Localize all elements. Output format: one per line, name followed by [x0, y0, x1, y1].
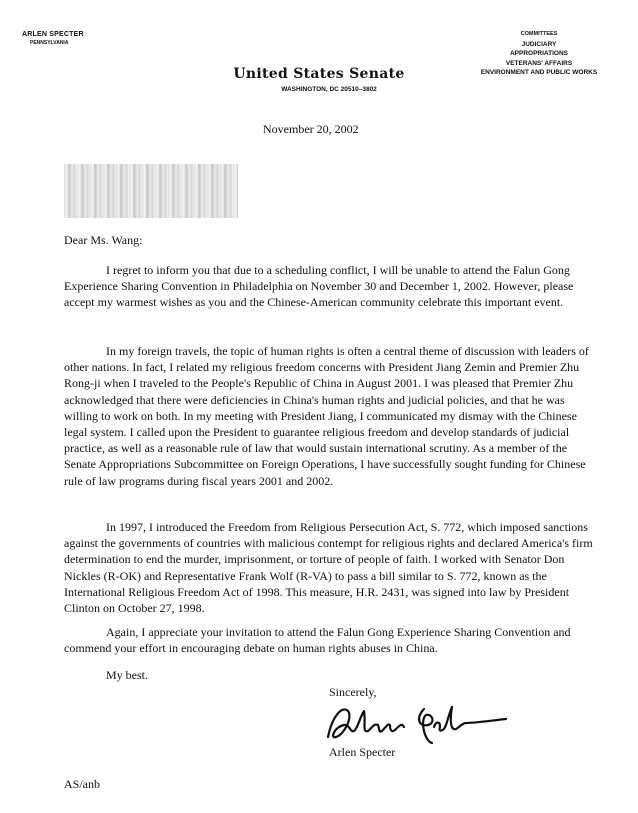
body-paragraph-1: I regret to inform you that due to a scheduling conflict, I will be unable to attend the Falun Gong Experience Sharing Convention in Philadelphia on November 30 and December 1, 2002. However, please accept my warmest wishes as you and the Chinese-American community celebrate this important event. — [64, 263, 574, 310]
closing-my-best: My best. — [106, 668, 148, 682]
body-paragraph-2: In my foreign travels, the topic of human rights is often a central theme of discussion with leaders of other nations. In fact, I related my religious freedom concerns with President Jiang Zemin and Premier Zhu Rong-ji when I traveled to the People's Republic of China in August 2001. I was pleased that Premier Zhu acknowledged that there were deficiencies in China's human rights and judicial policies, and that he was willing to work on both. In my meeting with President Jiang, I communicated my dismay with the Chinese legal system. I called upon the President to guarantee religious freedom and develop standards of judicial practice, as well as a reasonable rule of law that would sustain international scrutiny. As a member of the Senate Appropriations Subcommittee on Foreign Operations, I have successfully sought funding for Chinese rule of law programs during fiscal years 2001 and 2002. — [64, 344, 589, 488]
closing-sincerely: Sincerely, — [329, 685, 377, 699]
sender-state: PENNSYLVANIA — [30, 40, 69, 46]
sender-block — [22, 30, 84, 48]
letterhead-title: United States Senate — [233, 66, 405, 82]
body-paragraph-3: In 1997, I introduced the Freedom from Religious Persecution Act, S. 772, which imposed sanctions against the governments of countries with malicious contempt for religious rights and declared America's firm determination to end the murder, imprisonment, or torture of people of faith. I worked with Senator Don Nickles (R-OK) and Representative Frank Wolf (R-VA) to pass a bill similar to S. 772, known as the International Religious Freedom Act of 1998. This measure, H.R. 2431, was signed into law by President Clinton on October 27, 1998. — [64, 520, 593, 616]
committee-item: APPROPRIATIONS — [509, 50, 569, 57]
redacted-recipient-address — [64, 164, 238, 218]
letter-date: November 20, 2002 — [263, 122, 359, 136]
signatory-name: Arlen Specter — [329, 745, 396, 759]
committee-item: VETERANS' AFFAIRS — [505, 59, 573, 67]
committees-heading: COMMITTEES — [520, 31, 558, 37]
sender-name: ARLEN SPECTER — [22, 31, 84, 38]
committee-item: ENVIRONMENT AND PUBLIC WORKS — [480, 69, 598, 76]
letterhead-address: WASHINGTON, DC 20510–3802 — [281, 86, 377, 93]
typist-initials: AS/anb — [64, 777, 100, 791]
body-paragraph-4: Again, I appreciate your invitation to attend the Falun Gong Experience Sharing Convention and commend your effort in encouraging debate on human rights abuses in China. — [64, 625, 571, 656]
committee-item: JUDICIARY — [521, 40, 557, 48]
salutation: Dear Ms. Wang: — [64, 233, 143, 247]
handwritten-signature — [320, 697, 520, 747]
